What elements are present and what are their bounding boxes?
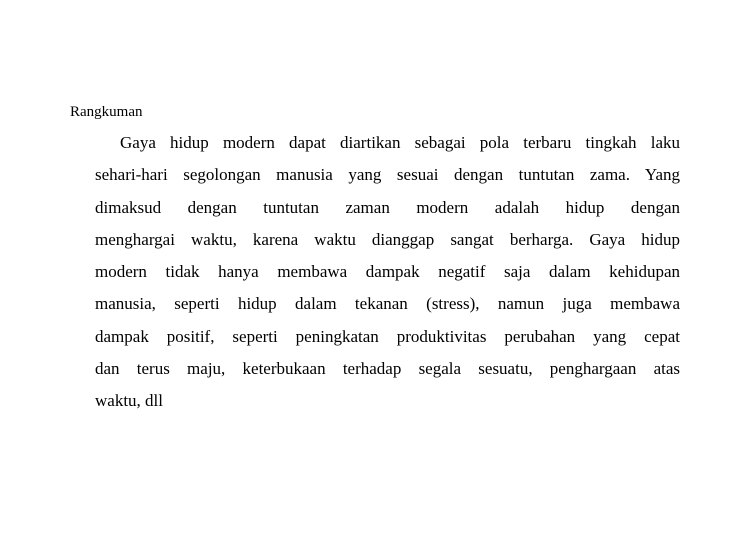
section-heading: Rangkuman <box>70 104 143 120</box>
paragraph-line: dampak positif, seperti peningkatan produktivitas perubahan yang cepat <box>95 326 680 346</box>
paragraph-line: dan terus maju, keterbukaan terhadap segala sesuatu, penghargaan atas <box>95 359 680 379</box>
paragraph-line: dimaksud dengan tuntutan zaman modern adalah hidup dengan <box>95 197 680 217</box>
paragraph-line: manusia, seperti hidup dalam tekanan (stress), namun juga membawa <box>95 294 680 314</box>
summary-paragraph <box>95 131 680 422</box>
paragraph-line: Gaya hidup modern dapat diartikan sebagai pola terbaru tingkah laku <box>120 133 680 152</box>
paragraph-line: modern tidak hanya membawa dampak negatif saja dalam kehidupan <box>95 262 680 282</box>
paragraph-line: sehari-hari segolongan manusia yang sesuai dengan tuntutan zama. Yang <box>95 165 680 185</box>
paragraph-line: menghargai waktu, karena waktu dianggap sangat berharga. Gaya hidup <box>95 229 680 249</box>
paragraph-line: waktu, dll <box>95 391 163 411</box>
